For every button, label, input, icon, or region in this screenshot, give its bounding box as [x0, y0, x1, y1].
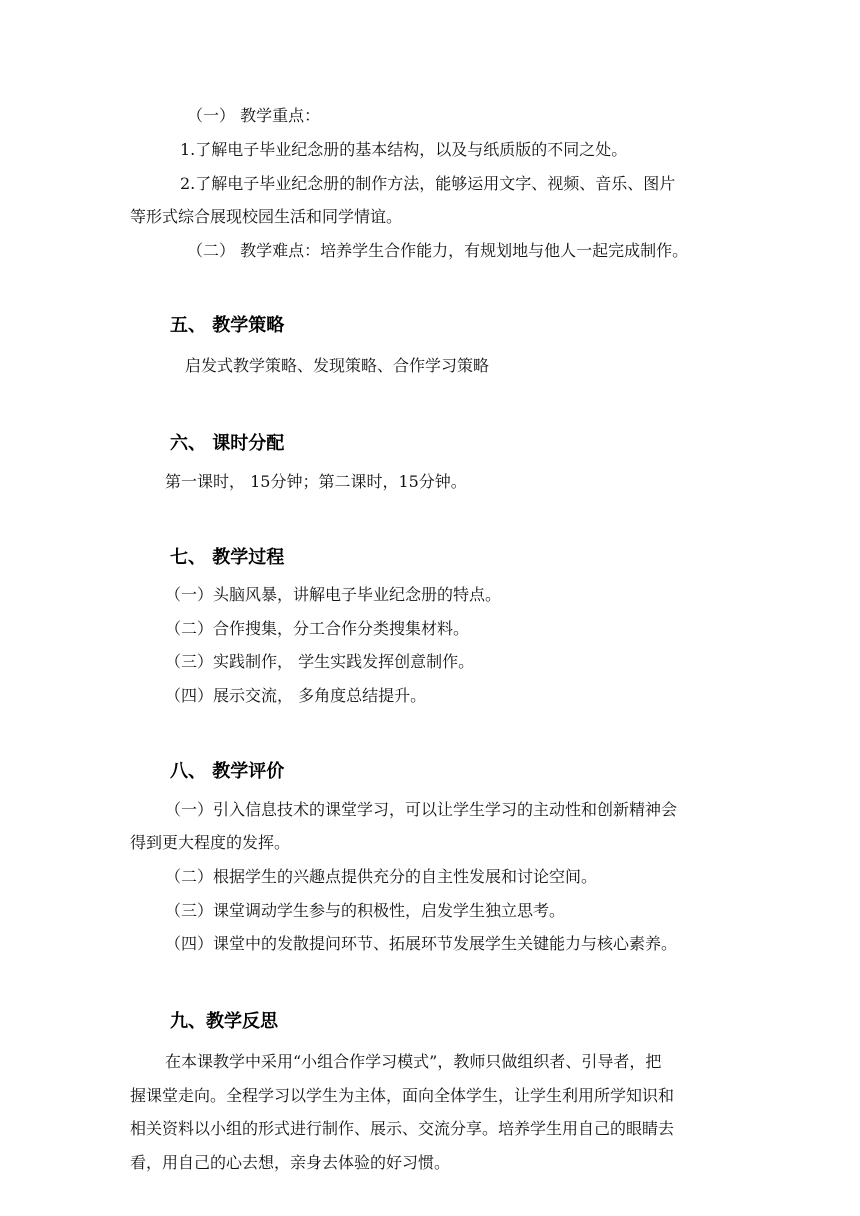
process-item-4: （四）展示交流， 多角度总结提升。 — [165, 686, 427, 705]
evaluation-item-3: （三）课堂调动学生参与的积极性，启发学生独立思考。 — [165, 901, 566, 920]
reflection-line-3: 相关资料以小组的形式进行制作、展示、交流分享。培养学生用自己的眼睛去 — [130, 1119, 675, 1138]
evaluation-item-4: （四）课堂中的发散提问环节、拓展环节发展学生关键能力与核心素养。 — [165, 934, 678, 953]
reflection-line-1: 在本课教学中采用“小组合作学习模式”，教师只做组织者、引导者，把 — [165, 1052, 662, 1071]
section-7-heading: 七、 教学过程 — [170, 547, 285, 568]
section-5-heading: 五、 教学策略 — [170, 315, 285, 336]
process-item-2: （二）合作搜集，分工合作分类搜集材料。 — [165, 619, 470, 638]
reflection-line-2: 握课堂走向。全程学习以学生为主体，面向全体学生，让学生利用所学知识和 — [130, 1086, 675, 1105]
key-point-2-line-1: 2.了解电子毕业纪念册的制作方法，能够运用文字、视频、音乐、图片 — [180, 174, 676, 193]
process-item-1: （一）头脑风暴，讲解电子毕业纪念册的特点。 — [165, 585, 502, 604]
section-5-text: 启发式教学策略、发现策略、合作学习策略 — [185, 356, 490, 375]
key-point-1: 1.了解电子毕业纪念册的基本结构，以及与纸质版的不同之处。 — [180, 140, 628, 159]
evaluation-item-1-line-1: （一）引入信息技术的课堂学习，可以让学生学习的主动性和创新精神会 — [165, 800, 678, 819]
evaluation-item-2: （二）根据学生的兴趣点提供充分的自主性发展和讨论空间。 — [165, 867, 598, 886]
section-9-heading: 九、教学反思 — [170, 1011, 278, 1032]
section-8-heading: 八、 教学评价 — [170, 761, 285, 782]
section-6-heading: 六、 课时分配 — [170, 433, 285, 454]
key-points-label: （一） 教学重点： — [187, 106, 321, 125]
key-point-2-line-2: 等形式综合展现校园生活和同学情谊。 — [130, 207, 403, 226]
evaluation-item-1-line-2: 得到更大程度的发挥。 — [130, 833, 291, 852]
process-item-3: （三）实践制作， 学生实践发挥创意制作。 — [165, 652, 475, 671]
difficulty-point: （二） 教学难点：培养学生合作能力，有规划地与他人一起完成制作。 — [187, 241, 689, 260]
section-6-text: 第一课时， 15分钟；第二课时，15分钟。 — [165, 472, 467, 491]
reflection-line-4: 看，用自己的心去想，亲身去体验的好习惯。 — [130, 1153, 451, 1172]
